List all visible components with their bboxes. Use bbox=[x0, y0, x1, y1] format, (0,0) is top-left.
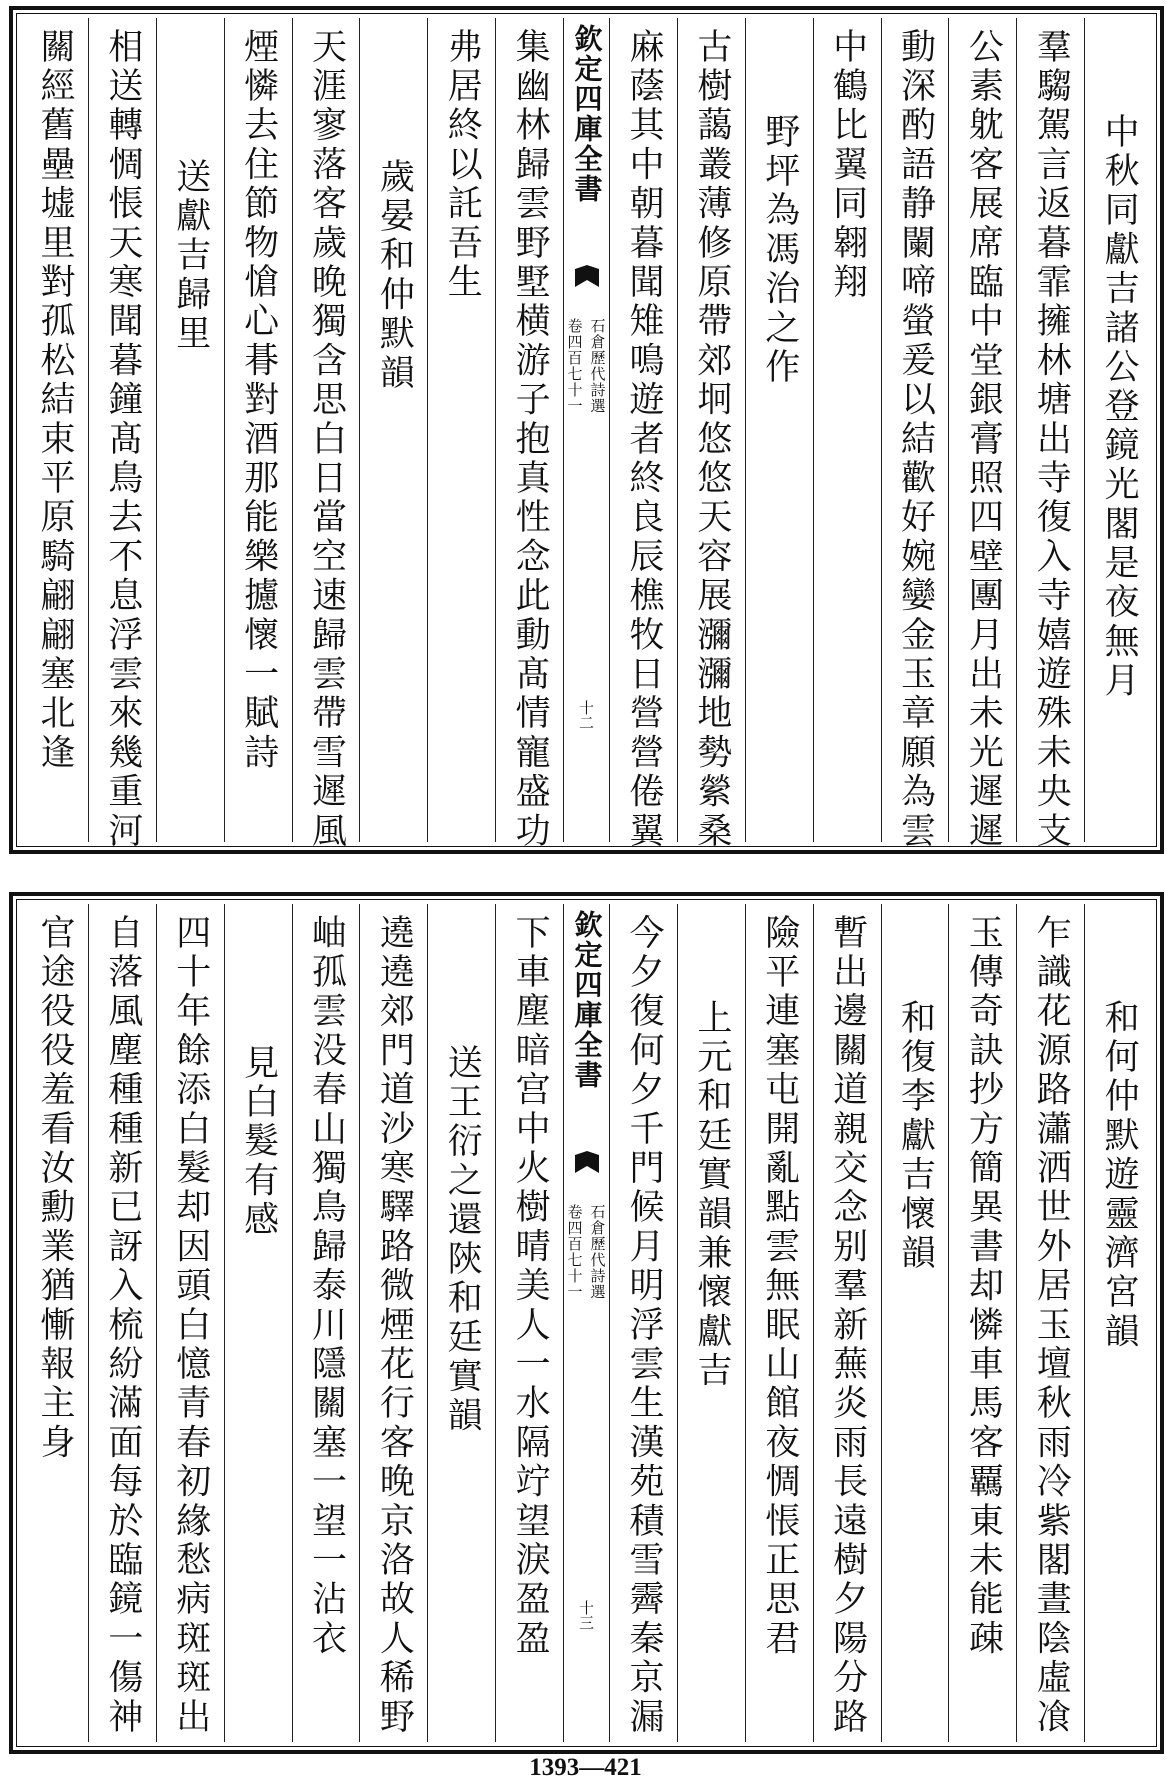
lower-page bbox=[9, 892, 1164, 1754]
poem-line: 險平連塞屯開亂點雲無眠山館夜惆悵正思君 bbox=[759, 914, 800, 1659]
poem-line: 岫孤雲没春山獨鳥歸泰川隱關塞一望一沾衣 bbox=[306, 914, 347, 1659]
fishtail-ornament-icon bbox=[574, 1149, 600, 1175]
text-column bbox=[746, 904, 814, 1742]
poem-title: 上元和廷實韻兼懷獻吉 bbox=[691, 999, 732, 1391]
poem-title: 見白髮有感 bbox=[238, 1044, 279, 1240]
poem-line: 古樹藹叢薄修原帶郊坰悠悠天容展瀰瀰地勢縈桑 bbox=[691, 28, 732, 852]
poem-title: 和復李獻吉懷韻 bbox=[895, 999, 936, 1274]
poem-line: 今夕復何夕千門候月明浮雲生漢苑積雪霽秦京漏 bbox=[623, 914, 664, 1738]
text-column bbox=[1017, 904, 1085, 1742]
lower-columns bbox=[21, 904, 1152, 1742]
text-column bbox=[225, 18, 293, 842]
collection-title: 石倉歷代詩選 bbox=[588, 318, 607, 414]
poem-line: 遶遶郊門道沙寒驛路微煙花行客晚京洛故人稀野 bbox=[374, 914, 415, 1738]
text-column bbox=[157, 18, 225, 842]
collection-title: 石倉歷代詩選 bbox=[588, 1204, 607, 1300]
text-column bbox=[89, 904, 157, 1742]
text-column bbox=[949, 18, 1017, 852]
text-column bbox=[814, 904, 882, 1742]
volume-number: 卷四百七十一 bbox=[565, 1204, 584, 1300]
text-column bbox=[610, 904, 678, 1742]
text-column bbox=[293, 18, 361, 852]
poem-title: 中秋同獻吉諸公登鏡光閣是夜無月 bbox=[1099, 113, 1140, 701]
poem-line: 相送轉惆悵天寒聞暮鐘髙鳥去不息浮雲來幾重河 bbox=[102, 28, 143, 852]
text-column bbox=[360, 904, 428, 1742]
running-title: 欽定四庫全書 bbox=[570, 24, 604, 204]
text-column bbox=[21, 18, 89, 842]
poem-line: 公素躭客展席臨中堂銀膏照四壁團月出未光遲遲 bbox=[963, 28, 1004, 852]
folio-number: 十三 bbox=[577, 1600, 595, 1630]
poem-line: 集幽林歸雲野墅横游子抱真性念此動髙情寵盛功 bbox=[510, 28, 551, 852]
volume-number: 卷四百七十一 bbox=[565, 318, 584, 414]
upper-page bbox=[9, 6, 1164, 854]
poem-line: 官途役役羞看汝勳業猶慚報主身 bbox=[34, 914, 75, 1463]
poem-line: 天涯寥落客歲晚獨含思白日當空速歸雲帶雪遲風 bbox=[306, 28, 347, 852]
poem-title: 歲晏和仲默韻 bbox=[374, 158, 415, 394]
poem-title: 送獻吉歸里 bbox=[170, 158, 211, 354]
text-column bbox=[496, 18, 564, 852]
page-footer: 1393—421 bbox=[529, 1754, 642, 1781]
text-column bbox=[360, 18, 428, 842]
text-column bbox=[814, 18, 882, 842]
poem-line: 麻蔭其中朝暮聞雉鳴遊者終良辰樵牧日營營倦翼 bbox=[623, 28, 664, 852]
poem-line: 動深酌語静闌啼螢爰以結歡好婉孌金玉章願為雲 bbox=[895, 28, 936, 852]
upper-columns bbox=[21, 18, 1152, 852]
text-column bbox=[882, 904, 950, 1742]
text-column bbox=[678, 18, 746, 852]
text-column bbox=[496, 904, 564, 1742]
fishtail-ornament-icon bbox=[574, 263, 600, 289]
poem-line: 四十年餘添白髮却因頭白憶青春初緣愁病斑斑出 bbox=[170, 914, 211, 1738]
poem-line: 煙憐去住節物愴心朞對酒那能樂攄懷一賦詩 bbox=[238, 28, 279, 773]
running-subtitle bbox=[565, 318, 609, 414]
text-column bbox=[428, 18, 496, 842]
poem-title: 和何仲默遊靈濟宮韻 bbox=[1099, 999, 1140, 1352]
poem-line: 弗居終以託吾生 bbox=[442, 28, 483, 303]
poem-line: 中鶴比翼同翱翔 bbox=[827, 28, 868, 303]
text-column bbox=[89, 18, 157, 852]
text-column bbox=[610, 18, 678, 852]
text-column bbox=[1017, 18, 1085, 852]
center-fold bbox=[564, 904, 610, 1742]
text-column bbox=[882, 18, 950, 852]
poem-line: 羣騶駕言返暮霏擁林塘出寺復入寺嬉遊殊未央支 bbox=[1031, 28, 1072, 852]
poem-line: 下車塵暗宫中火樹晴美人一水隔竚望淚盈盈 bbox=[510, 914, 551, 1659]
center-fold bbox=[564, 18, 610, 842]
poem-line: 關經舊壘墟里對孤松結束平原騎翩翩塞北逢 bbox=[34, 28, 75, 773]
poem-line: 暫出邊關道親交念别羣新蕪炎雨長遠樹夕陽分路 bbox=[827, 914, 868, 1738]
running-subtitle bbox=[565, 1204, 609, 1300]
text-column bbox=[949, 904, 1017, 1742]
text-column bbox=[1085, 904, 1152, 1742]
poem-line: 乍識花源路瀟洒世外居玉壇秋雨冷紫閣晝陰虛飡 bbox=[1031, 914, 1072, 1738]
text-column bbox=[746, 18, 814, 842]
text-column bbox=[678, 904, 746, 1742]
running-title: 欽定四庫全書 bbox=[570, 910, 604, 1090]
text-column bbox=[157, 904, 225, 1742]
text-column bbox=[1085, 18, 1152, 842]
text-column bbox=[21, 904, 89, 1742]
poem-line: 自落風塵種種新已訝入梳紛滿面每於臨鏡一傷神 bbox=[102, 914, 143, 1738]
text-column bbox=[225, 904, 293, 1742]
text-column bbox=[428, 904, 496, 1742]
poem-title: 送王衍之還陝和廷實韻 bbox=[442, 1044, 483, 1436]
poem-title: 野坪為馮治之作 bbox=[759, 113, 800, 388]
folio-number: 十二 bbox=[577, 700, 595, 730]
poem-line: 玉傳奇訣抄方簡異書却憐車馬客覊東未能疎 bbox=[963, 914, 1004, 1659]
text-column bbox=[293, 904, 361, 1742]
